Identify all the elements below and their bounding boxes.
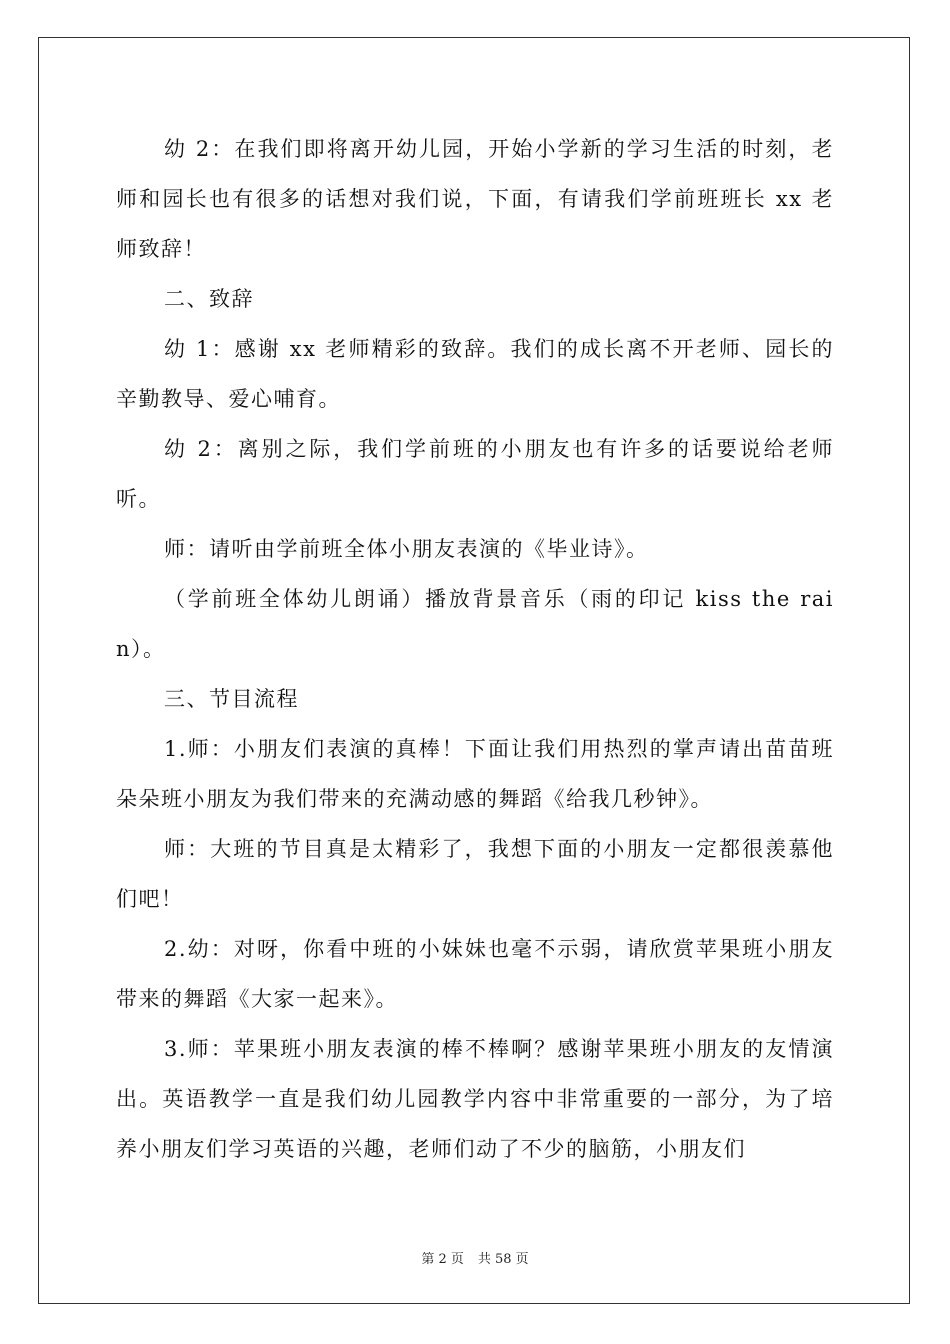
section-heading: 三、节目流程 [164,687,299,711]
paragraph: 1.师：小朋友们表演的真棒！下面让我们用热烈的掌声请出苗苗班朵朵班小朋友为我们带来的充满动感的舞蹈《给我几秒钟》。 [116,737,834,811]
document-body [116,124,834,1174]
page-footer [0,1248,950,1267]
paragraph: 师：大班的节目真是太精彩了，我想下面的小朋友一定都很羡慕他们吧！ [116,837,834,911]
paragraph: 幼 2：离别之际，我们学前班的小朋友也有许多的话要说给老师听。 [116,437,834,511]
page-number: 第 2 页 [421,1252,464,1267]
paragraph: 幼 2：在我们即将离开幼儿园，开始小学新的学习生活的时刻，老师和园长也有很多的话想对我们说，下面，有请我们学前班班长 xx 老师致辞！ [116,137,834,261]
paragraph: （学前班全体幼儿朗诵）播放背景音乐（雨的印记 kiss the rain）。 [116,587,834,661]
paragraph: 师：请听由学前班全体小朋友表演的《毕业诗》。 [164,537,649,561]
section-heading: 二、致辞 [164,287,254,311]
paragraph: 3.师：苹果班小朋友表演的棒不棒啊？感谢苹果班小朋友的友情演出。英语教学一直是我们幼儿园教学内容中非常重要的一部分，为了培养小朋友们学习英语的兴趣，老师们动了不少的脑筋，小朋友们 [116,1037,834,1161]
paragraph: 2.幼：对呀，你看中班的小妹妹也毫不示弱，请欣赏苹果班小朋友带来的舞蹈《大家一起来》。 [116,937,834,1011]
page-total: 共 58 页 [477,1252,529,1267]
paragraph: 幼 1：感谢 xx 老师精彩的致辞。我们的成长离不开老师、园长的辛勤教导、爱心哺育。 [116,337,834,411]
